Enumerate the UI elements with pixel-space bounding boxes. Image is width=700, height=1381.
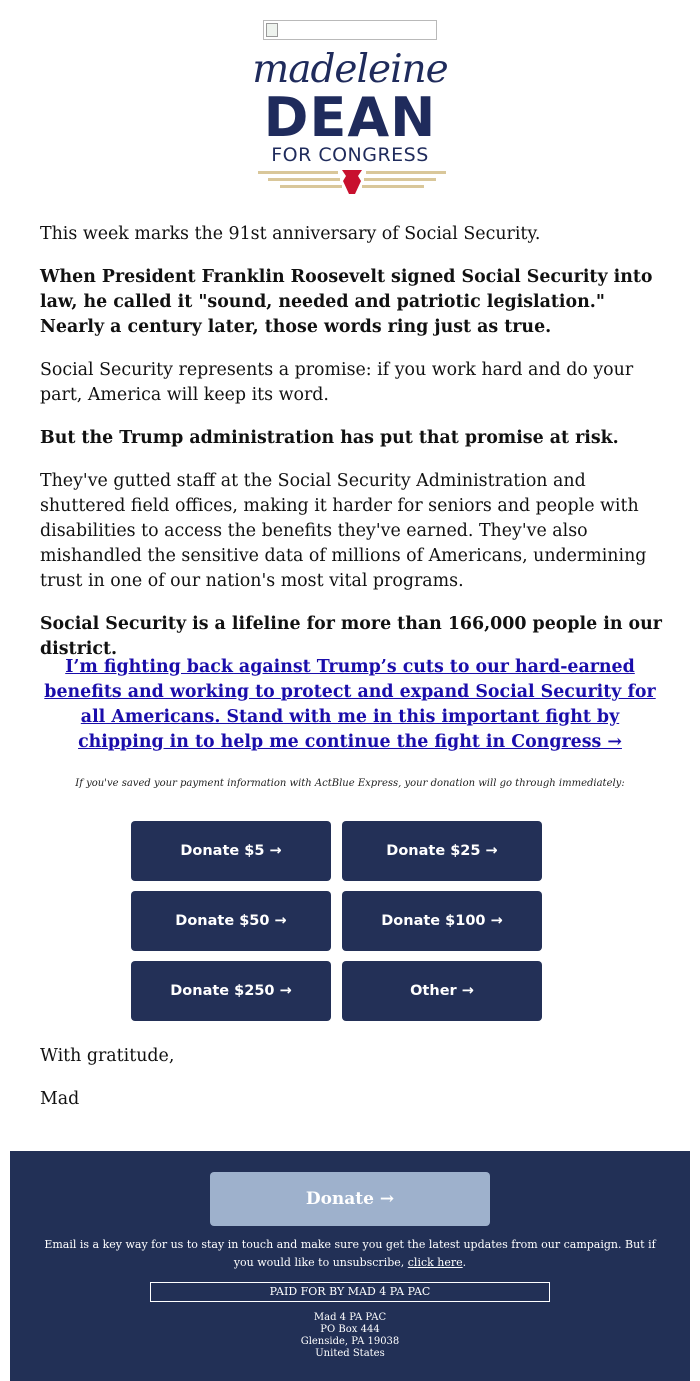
broken-image-icon: [263, 20, 437, 40]
address-line: Glenside, PA 19038: [300, 1336, 400, 1347]
campaign-logo: [240, 48, 460, 166]
paragraph-roosevelt: When President Franklin Roosevelt signed Social Security into law, he called it "sound, needed and patriotic legislation." Nearly a century later, those words ring just as true.: [40, 267, 653, 337]
donate-50-button[interactable]: Donate $50 →: [131, 891, 331, 951]
signoff: With gratitude,: [40, 1046, 175, 1066]
address-line: PO Box 444: [320, 1324, 380, 1335]
logo-subtitle: FOR CONGRESS: [271, 144, 429, 166]
signature: Mad: [40, 1089, 80, 1109]
address-line: Mad 4 PA PAC: [313, 1312, 387, 1323]
unsubscribe-link[interactable]: click here: [407, 1256, 463, 1269]
paragraph-cuts: They've gutted staff at the Social Security Administration and shuttered field offices, making it harder for seniors and people with disabilities to access the benefits they've earned. They've also mishandled the sensitive data of millions of Americans, undermining trust in one of our nation's most vital programs.: [40, 471, 647, 591]
logo-last-name: DEAN: [263, 86, 437, 149]
mailing-address: [150, 1312, 550, 1360]
logo-first-name: madeleine: [252, 47, 448, 92]
footer-email-copy: Email is a key way for us to stay in touch and make sure you get the latest updates from our campaign. But if you would like to unsubscribe,: [44, 1238, 656, 1269]
paid-for-disclaimer: PAID FOR BY MAD 4 PA PAC: [150, 1282, 550, 1302]
donate-25-button[interactable]: Donate $25 →: [342, 821, 542, 881]
address-line: United States: [315, 1348, 385, 1359]
footer: [10, 1151, 690, 1381]
footer-donate-button[interactable]: Donate →: [210, 1172, 490, 1226]
donate-5-button[interactable]: Donate $5 →: [131, 821, 331, 881]
paragraph-risk: But the Trump administration has put that promise at risk.: [40, 428, 619, 448]
actblue-note: If you've saved your payment information with ActBlue Express, your donation will go through immediately:: [75, 778, 625, 789]
paragraph-promise: Social Security represents a promise: if you work hard and do your part, America will keep its word.: [40, 360, 634, 405]
donate-cta-link[interactable]: I’m fighting back against Trump’s cuts to our hard-earned benefits and working to protect and expand Social Security for all Americans. Stand with me in this important fight by chipping in to help me continue the fight in Congress →: [44, 657, 656, 752]
keystone-emblem-icon: [258, 168, 446, 194]
donate-250-button[interactable]: Donate $250 →: [131, 961, 331, 1021]
paragraph-anniversary: This week marks the 91st anniversary of Social Security.: [40, 224, 541, 244]
paragraph-lifeline: Social Security is a lifeline for more than 166,000 people in our district.: [40, 614, 662, 659]
donate-other-button[interactable]: Other →: [342, 961, 542, 1021]
donate-100-button[interactable]: Donate $100 →: [342, 891, 542, 951]
footer-email-text: Email is a key way for us to stay in touch and make sure you get the latest updates from our campaign. But if you would like to unsubscribe, click here.: [44, 1238, 656, 1269]
